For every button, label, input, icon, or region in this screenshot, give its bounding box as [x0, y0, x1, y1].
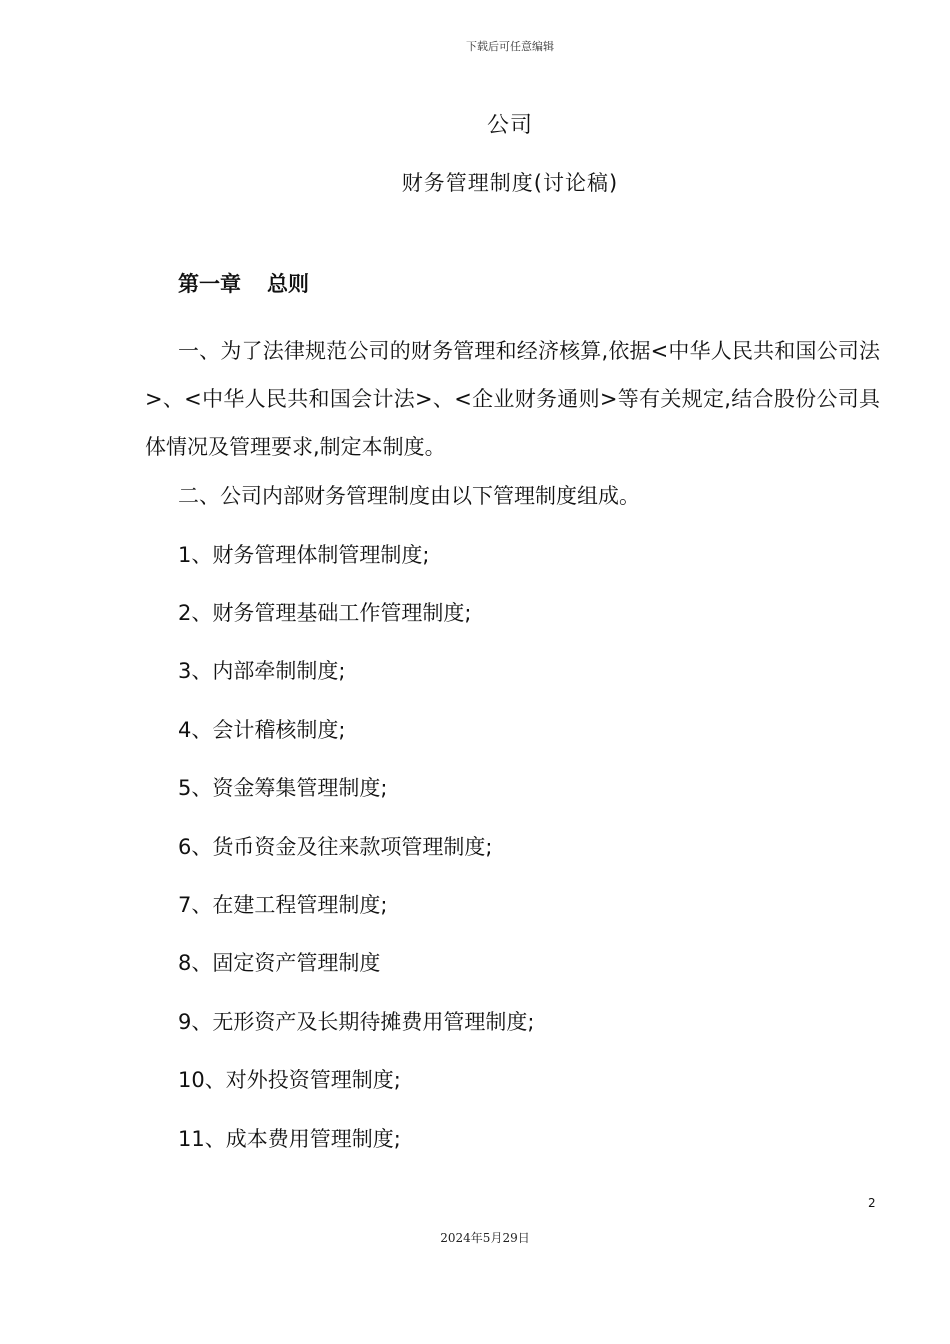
chapter-heading: [178, 268, 309, 298]
list-item: 10、对外投资管理制度;: [178, 1068, 401, 1092]
list-item: 7、在建工程管理制度;: [178, 893, 388, 917]
list-item: 3、内部牵制制度;: [178, 659, 346, 683]
footer-date: 2024年5月29日: [440, 1231, 530, 1245]
list-item: 4、会计稽核制度;: [178, 718, 346, 742]
list-item: 9、无形资产及长期待摊费用管理制度;: [178, 1010, 535, 1034]
list-item: 5、资金筹集管理制度;: [178, 776, 388, 800]
list-item: 8、固定资产管理制度: [178, 951, 381, 975]
document-title: 财务管理制度(讨论稿): [401, 171, 619, 195]
chapter-number: 第一章: [178, 272, 241, 296]
page-number: 2: [868, 1196, 876, 1210]
list-item: 6、货币资金及往来款项管理制度;: [178, 835, 493, 859]
paragraph-1: 一、为了法律规范公司的财务管理和经济核算,依据<中华人民共和国公司法>、<中华人民共和国会计法>、<企业财务通则>等有关规定,结合股份公司具体情况及管理要求,制定本制度。: [145, 339, 880, 459]
header-note: 下载后可任意编辑: [466, 40, 554, 53]
list-item: 11、成本费用管理制度;: [178, 1127, 401, 1151]
list-item: 2、财务管理基础工作管理制度;: [178, 601, 472, 625]
chapter-name: 总则: [267, 272, 309, 296]
paragraph-2: 二、公司内部财务管理制度由以下管理制度组成。: [178, 484, 640, 508]
list-item: 1、财务管理体制管理制度;: [178, 543, 430, 567]
company-name: 公司: [486, 113, 533, 138]
